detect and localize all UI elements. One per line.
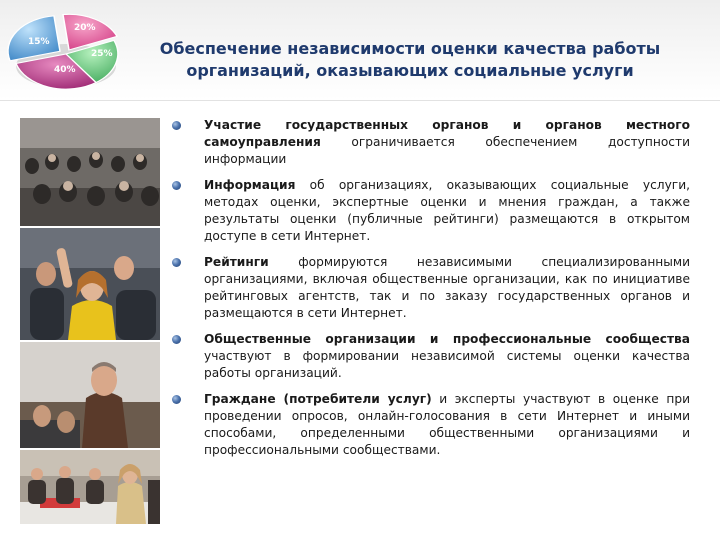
- header-divider: [0, 100, 720, 101]
- bullet-text: ограничивается обеспечением доступности информации: [204, 135, 690, 166]
- bullet-bold-text: Рейтинги: [204, 255, 269, 269]
- pie-label-2: 25%: [91, 49, 113, 59]
- bullet-icon: [172, 181, 181, 190]
- bullet-icon: [172, 335, 181, 344]
- bullet-icon: [172, 121, 181, 130]
- photo-strip: [20, 118, 160, 524]
- bullet-icon: [172, 395, 181, 404]
- speaker-at-podium-photo: [20, 342, 160, 448]
- bullet-item: [172, 391, 690, 459]
- bullet-bold-text: Граждане (потребители услуг): [204, 392, 432, 406]
- bullet-list: [172, 117, 690, 468]
- bullet-bold-text: Участие государственных органов и органов местного самоуправления: [204, 118, 690, 149]
- bullet-bold-text: Общественные организации и профессиональные сообщества: [204, 332, 690, 346]
- panel-table-photo: [20, 450, 160, 524]
- bullet-icon: [172, 258, 181, 267]
- pie-chart-logo: [6, 4, 126, 96]
- audience-raising-hands-photo: [20, 228, 160, 340]
- pie-label-3: 40%: [54, 65, 76, 75]
- bullet-item: [172, 117, 690, 168]
- bullet-item: [172, 331, 690, 382]
- page-title: [140, 38, 680, 82]
- title-line-1: Обеспечение независимости оценки качества работы: [159, 39, 661, 58]
- bullet-text: об организациях, оказывающих социальные услуги, методах оценки, экспертные оценки и мнения граждан, а также результаты оценки (публичные рейтинги) размещаются в открытом доступе в сети Интернет.: [204, 178, 690, 243]
- conference-audience-photo: [20, 118, 160, 226]
- bullet-bold-text: Информация: [204, 178, 296, 192]
- pie-label-1: 20%: [74, 23, 96, 33]
- bullet-text: участвуют в формировании независимой системы оценки качества работы организаций.: [204, 349, 690, 380]
- pie-label-4: 15%: [28, 37, 50, 47]
- bullet-text: формируются независимыми специализированными организациями, включая общественные организации, как по инициативе рейтинговых агентств, так и по заказу государственных органов и размещаются в сети Интернет.: [204, 255, 690, 320]
- bullet-item: [172, 254, 690, 322]
- bullet-text: и эксперты участвуют в оценке при проведении опросов, онлайн-голосования в сети Интернет и иными способами, определенными общественными организациями и профессиональными сообществами.: [204, 392, 690, 457]
- bullet-item: [172, 177, 690, 245]
- title-line-2: организаций, оказывающих социальные услуги: [186, 61, 634, 80]
